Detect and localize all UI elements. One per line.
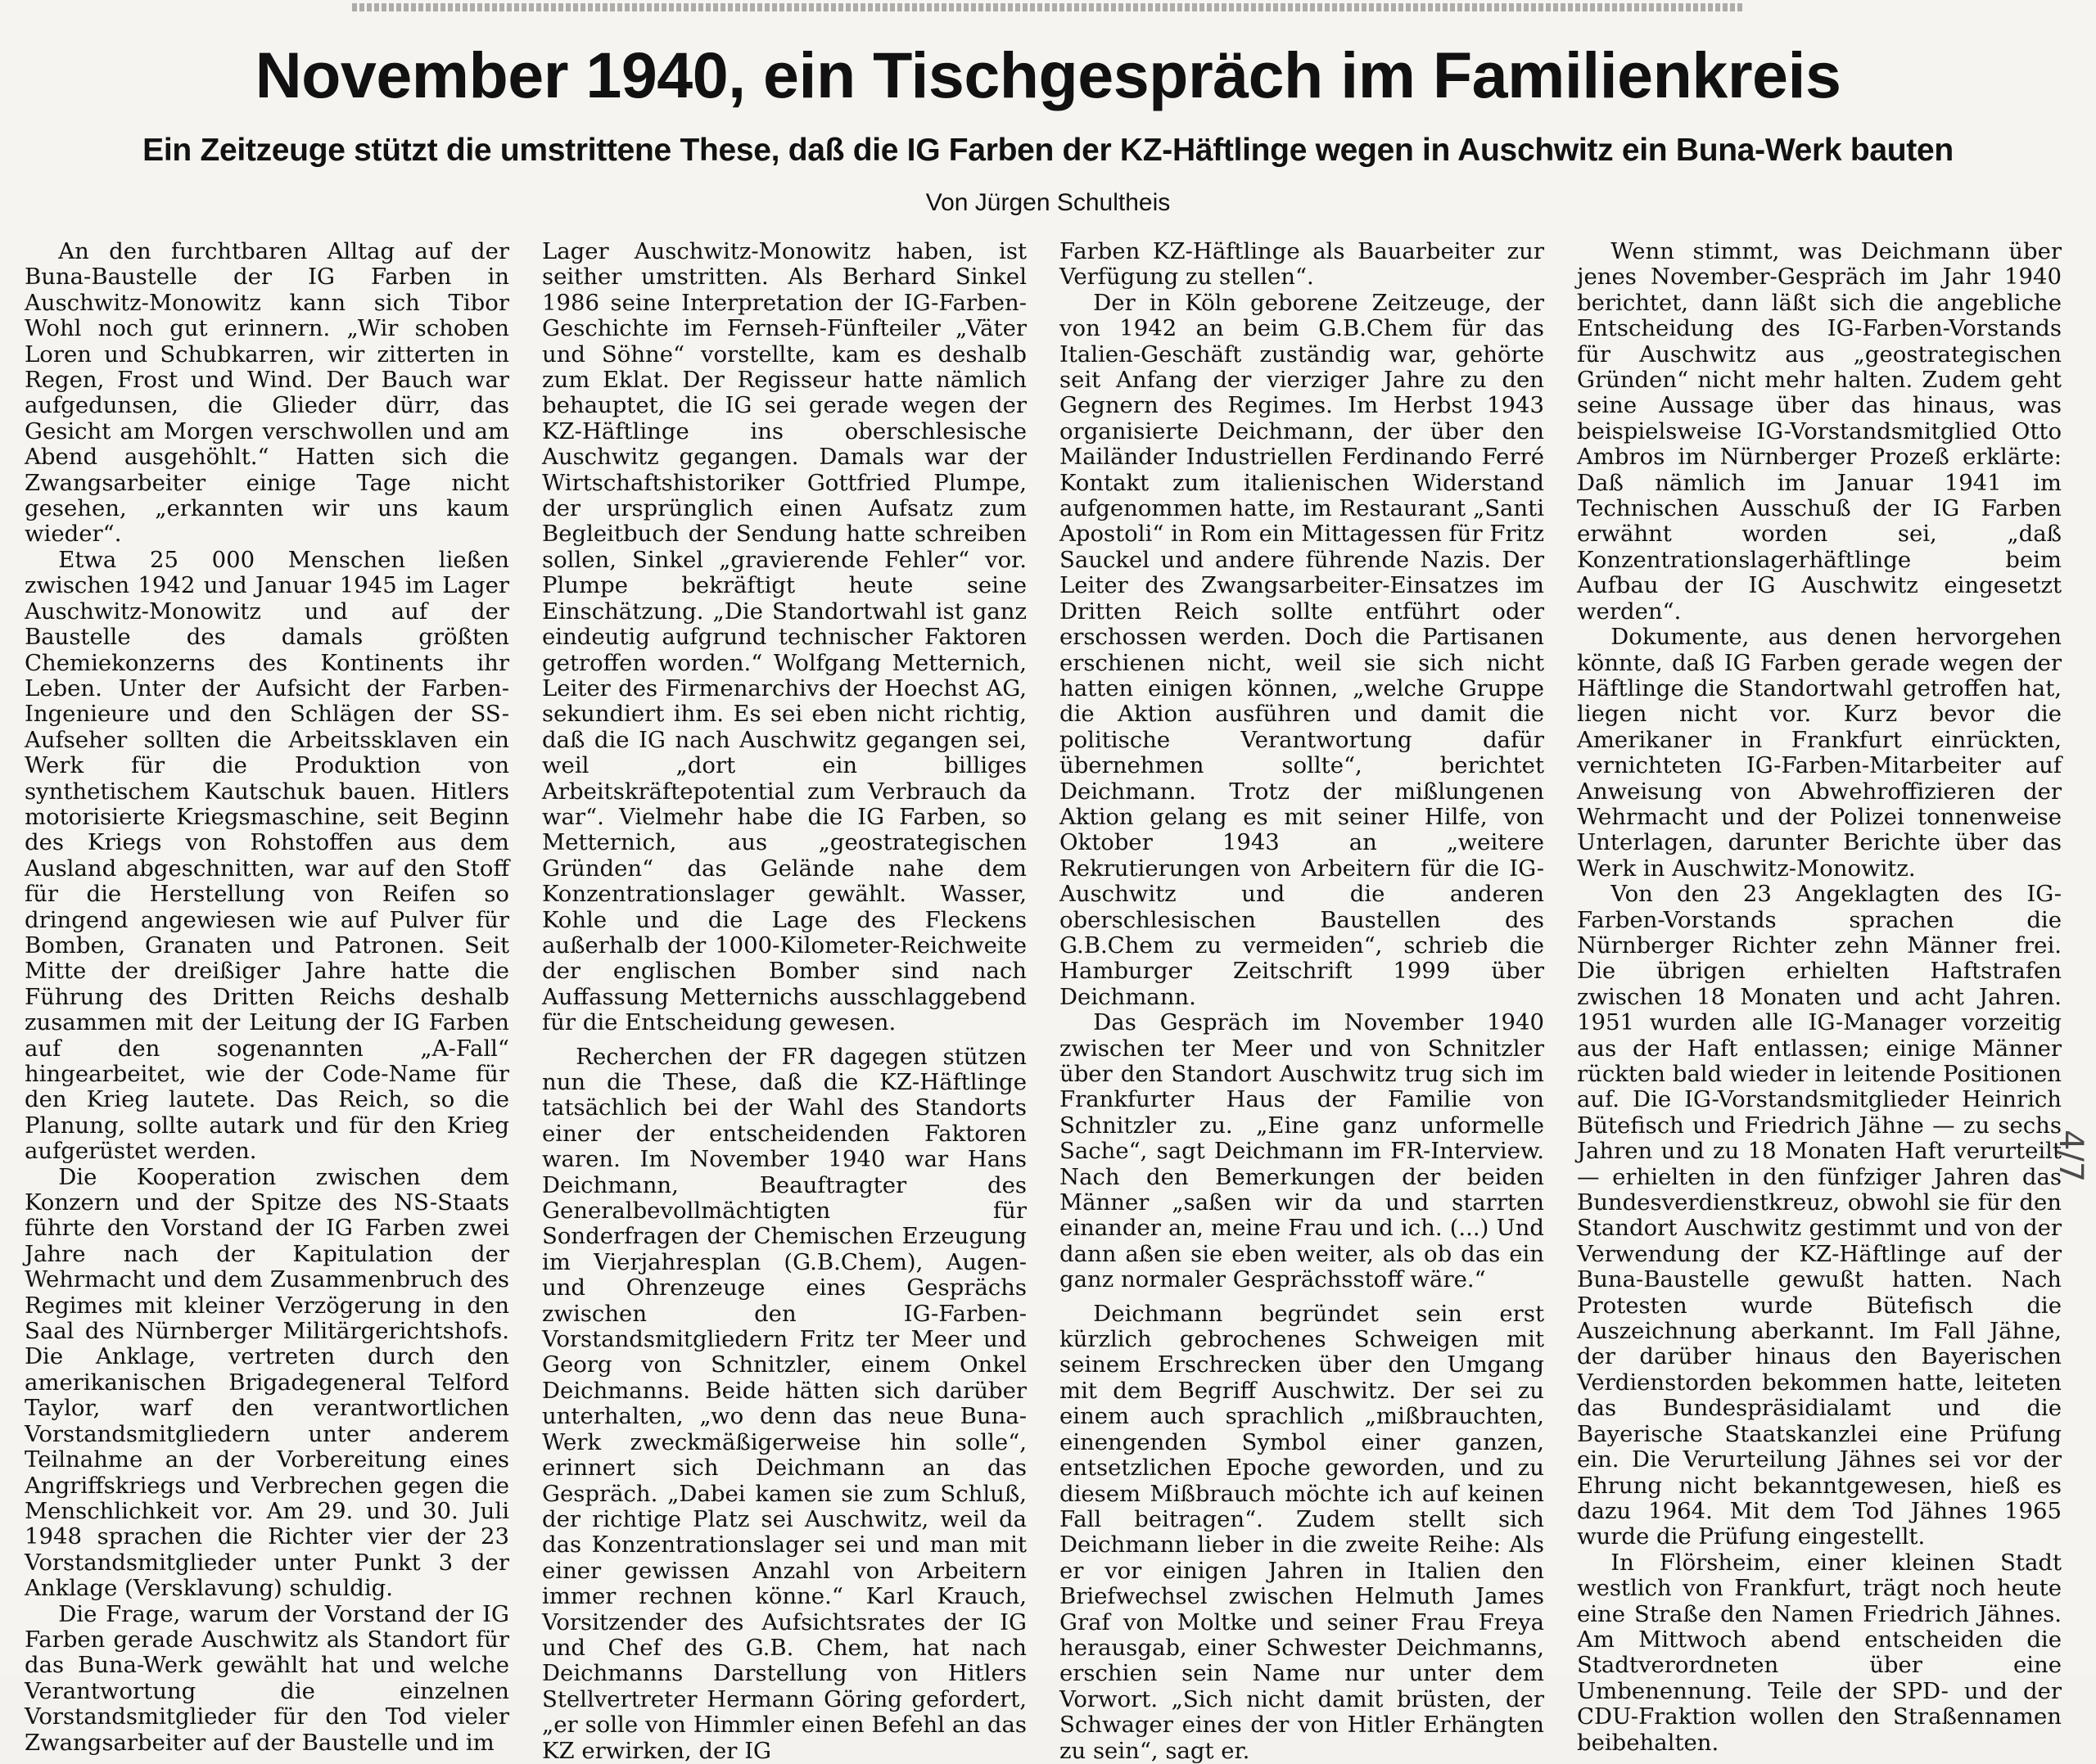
torn-edge-rule — [352, 3, 1744, 11]
handwritten-margin-note: 4/7 — [2052, 1130, 2089, 1183]
paragraph: An den furchtbaren Alltag auf der Buna-Baustelle der IG Farben in Auschwitz-Monowitz kann sich Tibor Wohl noch gut erinnern. „Wir schoben Loren und Schubkarren, wir zitterten in Regen, Frost und Wind. Der Bauch war aufgedunsen, die Glieder dürr, das Gesicht am Morgen verschwollen und am Abend ausgehöhlt.“ Hatten sich die Zwangsarbeiter einige Tage nicht gesehen, „erkannten wir uns kaum wieder“. — [25, 238, 509, 548]
paragraph: Der in Köln geborene Zeitzeuge, der von 1942 an beim G.B.Chem für das Italien-Geschäft zuständig war, gehörte seit Anfang der vierziger Jahre zu den Gegnern des Regimes. Im Herbst 1943 organisierte Deichmann, der über den Mailänder Industriellen Ferdinando Ferré Kontakt zum italienischen Widerstand aufgenommen hatte, im Restaurant „Santi Apostoli“ in Rom ein Mittagessen für Fritz Sauckel und andere führende Nazis. Der Leiter des Zwangsarbeiter-Einsatzes im Dritten Reich sollte entführt oder erschossen werden. Doch die Partisanen erschienen nicht, weil sie sich nicht hatten einigen können, „welche Gruppe die Aktion ausführen und damit die politische Verantwortung dafür übernehmen sollte“, berichtet Deichmann. Trotz der mißlungenen Aktion gelang es mit seiner Hilfe, von Oktober 1943 an „weitere Rekrutierungen von Arbeitern für die IG-Auschwitz und die anderen oberschlesischen Baustellen des G.B.Chem zu vermeiden“, schrieb die Hamburger Zeitschrift 1999 über Deichmann. — [1059, 289, 1544, 1010]
headline: November 1940, ein Tischgespräch im Familienkreis — [255, 38, 1841, 111]
paragraph: Etwa 25 000 Menschen ließen zwischen 1942 und Januar 1945 im Lager Auschwitz-Monowitz und auf der Baustelle des damals größten Chemiekonzerns des Kontinents ihr Leben. Unter der Aufsicht der Farben-Ingenieure und den Schlägen der SS-Aufseher sollten die Arbeitssklaven ein Werk für die Produktion von synthetischem Kautschuk bauen. Hitlers motorisierte Kriegsmaschine, seit Beginn des Kriegs von Rohstoffen aus dem Ausland abgeschnitten, war auf den Stoff für die Herstellung von Reifen so dringend angewiesen wie auf Pulver für Bomben, Granaten und Patronen. Seit Mitte der dreißiger Jahre hatte die Führung des Dritten Reichs deshalb zusammen mit der Leitung der IG Farben auf den sogenannten „A-Fall“ hingearbeitet, wie der Code-Name für den Krieg lautete. Das Reich, so die Planung, sollte autark und für den Krieg aufgerüstet werden. — [25, 546, 509, 1165]
paragraph: Deichmann begründet sein erst kürzlich gebrochenes Schweigen mit seinem Erschrecken über den Umgang mit dem Begriff Auschwitz. Der sei zu einem auch sprachlich „mißbrauchten, einengenden Symbol einer ganzen, entsetzlichen Epoche geworden, und zu diesem Mißbrauch möchte ich auf keinen Fall beitragen“. Zudem stellt sich Deichmann lieber in die zweite Reihe: Als er vor einigen Jahren in Italien den Briefwechsel zwischen Helmuth James Graf von Moltke und seiner Frau Freya herausgab, einer Schwester Deichmanns, erschien sein Name nur unter dem Vorwort. „Sich nicht damit brüsten, der Schwager eines der von Hitler Erhängten zu sein“, sagt er. — [1059, 1300, 1544, 1764]
article-column-4 — [1577, 238, 2062, 1756]
paragraph: Die Frage, warum der Vorstand der IG Farben gerade Auschwitz als Standort für das Buna-Werk gewählt hat und welche Verantwortung die einzelnen Vorstandsmitglieder für den Tod vieler Zwangsarbeiter auf der Baustelle und im — [25, 1600, 509, 1756]
paragraph: Von den 23 Angeklagten des IG-Farben-Vorstands sprachen die Nürnberger Richter zehn Männer frei. Die übrigen erhielten Haftstrafen zwischen 18 Monaten und acht Jahren. 1951 wurden alle IG-Manager vorzeitig aus der Haft entlassen; einige Männer rückten bald wieder in leitende Positionen auf. Die IG-Vorstandsmitglieder Heinrich Bütefisch und Friedrich Jähne — zu sechs Jahren und zu 18 Monaten Haft verurteilt — erhielten in den fünfziger Jahren das Bundesverdienstkreuz, obwohl sie für den Standort Auschwitz gestimmt und von der Verwendung der KZ-Häftlinge auf der Buna-Baustelle gewußt hatten. Nach Protesten wurde Bütefisch die Auszeichnung aberkannt. Im Fall Jähne, der darüber hinaus den Bayerischen Verdienstorden bekommen hatte, leiteten das Bundespräsidialamt und die Bayerische Staatskanzlei eine Prüfung ein. Die Verurteilung Jähnes sei vor der Ehrung nicht bekanntgewesen, hieß es dazu 1964. Mit dem Tod Jähnes 1965 wurde die Prüfung eingestellt. — [1577, 881, 2062, 1550]
paragraph: Die Kooperation zwischen dem Konzern und der Spitze des NS-Staats führte den Vorstand der IG Farben zwei Jahre nach der Kapitulation der Wehrmacht und dem Zusammenbruch des Regimes mit kleiner Verzögerung in den Saal des Nürnberger Militärgerichtshofs. Die Anklage, vertreten durch den amerikanischen Brigadegeneral Telford Taylor, warf den verantwortlichen Vorstandsmitgliedern unter anderem Teilnahme an der Vorbereitung eines Angriffskriegs und Verbrechen gegen die Menschlichkeit vor. Am 29. und 30. Juli 1948 sprachen die Richter vier der 23 Vorstandsmitglieder unter Punkt 3 der Anklage (Versklavung) schuldig. — [25, 1163, 509, 1602]
paragraph: Das Gespräch im November 1940 zwischen ter Meer und von Schnitzler über den Standort Auschwitz trug sich im Frankfurter Haus der Familie von Schnitzler zu. „Eine ganz unformelle Sache“, sagt Deichmann im FR-Interview. Nach den Bemerkungen der beiden Männer „saßen wir da und starrten einander an, meine Frau und ich. (...) Und dann aßen sie eben weiter, als ob das ein ganz normaler Gesprächsstoff wäre.“ — [1059, 1009, 1544, 1293]
article-column-3 — [1059, 238, 1544, 1764]
paragraph: Farben KZ-Häftlinge als Bauarbeiter zur Verfügung zu stellen“. — [1059, 238, 1544, 291]
article-column-1 — [25, 238, 509, 1756]
subheadline: Ein Zeitzeuge stützt die umstrittene These, daß die IG Farben der KZ-Häftlinge wegen in Auschwitz ein Buna-Werk bauten — [142, 133, 1954, 168]
byline: Von Jürgen Schultheis — [925, 189, 1171, 216]
paragraph: Dokumente, aus denen hervorgehen könnte, daß IG Farben gerade wegen der Häftlinge die Standortwahl getroffen hat, liegen nicht vor. Kurz bevor die Amerikaner in Frankfurt einrückten, vernichteten IG-Farben-Mitarbeiter auf Anweisung von Abwehroffizieren der Wehrmacht und der Polizei tonnenweise Unterlagen, darunter Berichte über das Werk in Auschwitz-Monowitz. — [1577, 624, 2062, 882]
article-column-2 — [542, 238, 1027, 1764]
paragraph: Recherchen der FR dagegen stützen nun die These, daß die KZ-Häftlinge tatsächlich bei der Wahl des Standorts einer der entscheidenden Faktoren waren. Im November 1940 war Hans Deichmann, Beauftragter des Generalbevollmächtigten für Sonderfragen der Chemischen Erzeugung im Vierjahresplan (G.B.Chem), Augen- und Ohrenzeuge eines Gesprächs zwischen den IG-Farben-Vorstandsmitgliedern Fritz ter Meer und Georg von Schnitzler, einem Onkel Deichmanns. Beide hätten sich darüber unterhalten, „wo denn das neue Buna-Werk zweckmäßigerweise hin solle“, erinnert sich Deichmann an das Gespräch. „Dabei kamen sie zum Schluß, der richtige Platz sei Auschwitz, weil da das Konzentrationslager sei und man mit einer gewissen Anzahl von Arbeitern immer rechnen könne.“ Karl Krauch, Vorsitzender des Aufsichtsrates der IG und Chef des G.B. Chem, hat nach Deichmanns Darstellung von Hitlers Stellvertreter Hermann Göring gefordert, „er solle von Himmler einen Befehl an das KZ erwirken, der IG — [542, 1043, 1027, 1764]
paragraph: Lager Auschwitz-Monowitz haben, ist seither umstritten. Als Berhard Sinkel 1986 seine Interpretation der IG-Farben-Geschichte im Fernseh-Fünfteiler „Väter und Söhne“ vorstellte, kam es deshalb zum Eklat. Der Regisseur hatte nämlich behauptet, die IG sei gerade wegen der KZ-Häftlinge ins oberschlesische Auschwitz gegangen. Damals war der Wirtschaftshistoriker Gottfried Plumpe, der ursprünglich einen Aufsatz zum Begleitbuch der Sendung hatte schreiben sollen, Sinkel „gravierende Fehler“ vor. Plumpe bekräftigt heute seine Einschätzung. „Die Standortwahl ist ganz eindeutig aufgrund technischer Faktoren getroffen worden.“ Wolfgang Metternich, Leiter des Firmenarchivs der Hoechst AG, sekundiert ihm. Es sei eben nicht richtig, daß die IG nach Auschwitz gegangen sei, weil „dort ein billiges Arbeitskräftepotential zum Verbrauch da war“. Vielmehr habe die IG Farben, so Metternich, aus „geostrategischen Gründen“ das Gelände nahe dem Konzentrationslager gewählt. Wasser, Kohle und die Lage des Fleckens außerhalb der 1000-Kilometer-Reichweite der englischen Bomber sind nach Auffassung Metternichs ausschlaggebend für die Entscheidung gewesen. — [542, 238, 1027, 1036]
paragraph: In Flörsheim, einer kleinen Stadt westlich von Frankfurt, trägt noch heute eine Straße den Namen Friedrich Jähnes. Am Mittwoch abend entscheiden die Stadtverordneten über eine Umbenennung. Teile der SPD- und der CDU-Fraktion wollen den Straßennamen beibehalten. — [1577, 1549, 2062, 1756]
paragraph: Wenn stimmt, was Deichmann über jenes November-Gespräch im Jahr 1940 berichtet, dann läßt sich die angebliche Entscheidung des IG-Farben-Vorstands für Auschwitz aus „geostrategischen Gründen“ nicht mehr halten. Zudem geht seine Aussage über das hinaus, was beispielsweise IG-Vorstandsmitglied Otto Ambros im Nürnberger Prozeß erklärte: Daß nämlich im Januar 1941 im Technischen Ausschuß der IG Farben erwähnt worden sei, „daß Konzentrationslagerhäftlinge beim Aufbau der IG Auschwitz eingesetzt werden“. — [1577, 238, 2062, 625]
